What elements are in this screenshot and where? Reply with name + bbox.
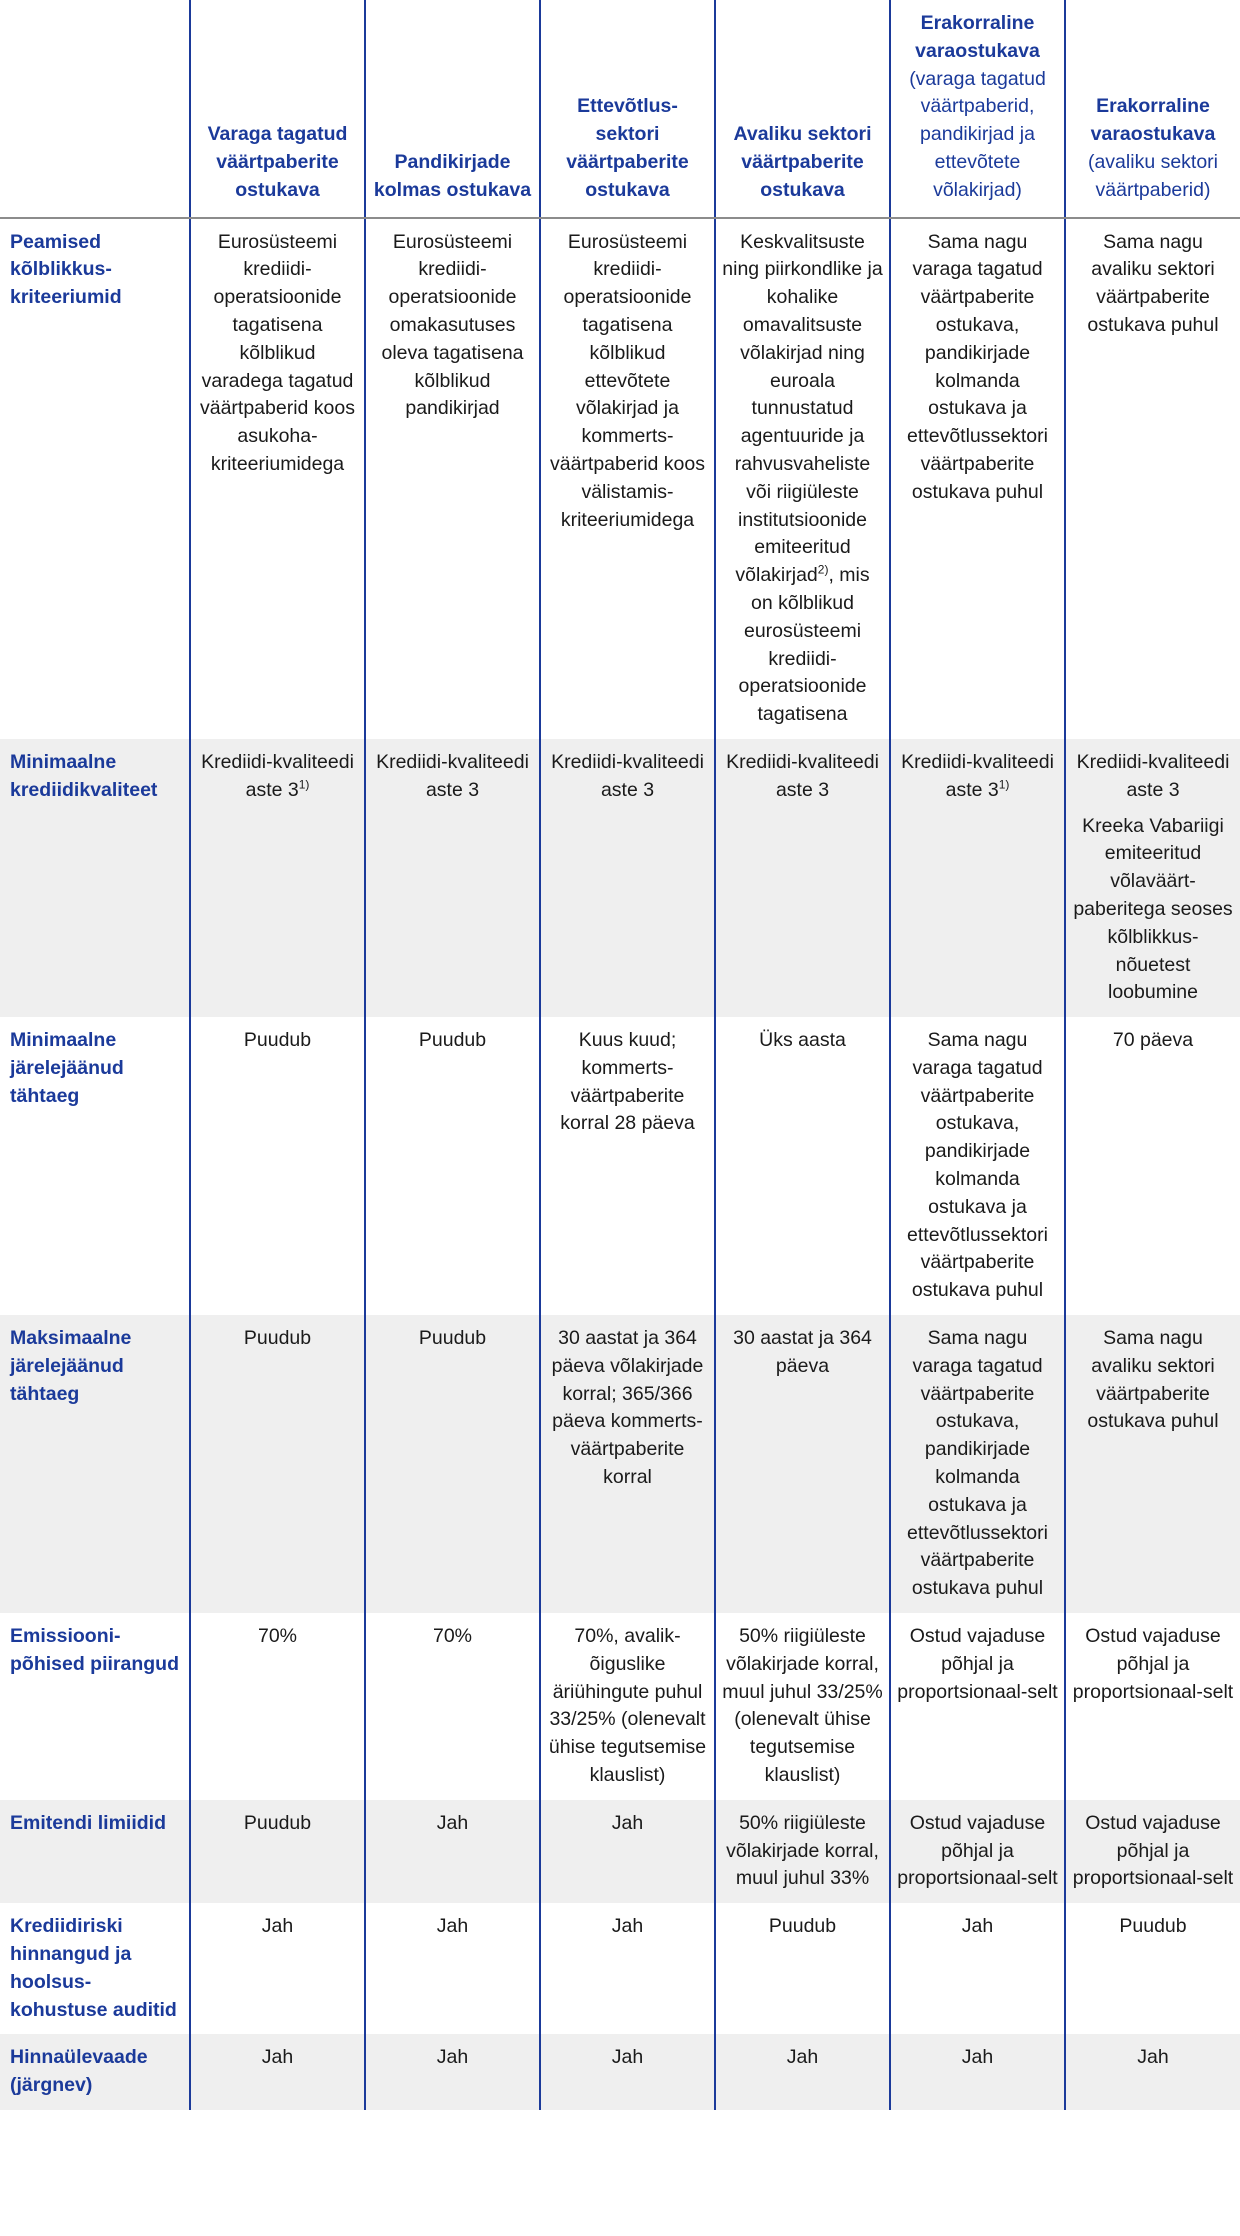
table-cell: Eurosüsteemi krediidi-operatsioonide tagatisena kõlblikud ettevõtete võlakirjad ja kommerts-väärtpaberid koos välistamis-kriteeriumidega: [540, 218, 715, 739]
table-cell: [890, 739, 1065, 1017]
row-label: Emitendi limiidid: [0, 1800, 190, 1903]
column-header-main: Pandikirjade kolmas ostukava: [373, 150, 532, 201]
table-cell: 30 aastat ja 364 päeva: [715, 1315, 890, 1613]
cell-text: Krediidi-kvaliteedi aste 3: [1076, 750, 1230, 801]
table-cell: 50% riigiüleste võlakirjade korral, muul juhul 33%: [715, 1800, 890, 1903]
table-cell: Jah: [365, 1903, 540, 2034]
cell-text: , mis on kõlblikud eurosüsteemi krediidi-operatsioonide tagatisena: [738, 564, 870, 726]
column-header-main: Varaga tagatud väärtpaberite ostukava: [207, 123, 348, 201]
table-cell: Eurosüsteemi krediidi-operatsioonide omakasutuses oleva tagatisena kõlblikud pandikirjad: [365, 218, 540, 739]
table-cell: Sama nagu varaga tagatud väärtpaberite ostukava, pandikirjade kolmanda ostukava ja ettevõtlussektori väärtpaberite ostukava puhul: [890, 1315, 1065, 1613]
table-cell: Jah: [365, 2034, 540, 2110]
table-row: [0, 1315, 1240, 1613]
table-row: [0, 1800, 1240, 1903]
cell-text: Krediidi-kvaliteedi aste 3: [901, 750, 1054, 801]
row-label: Krediidiriski hinnangud ja hoolsus-kohustuse auditid: [10, 1915, 177, 2021]
table-cell: Ostud vajaduse põhjal ja proportsionaal-selt: [890, 1800, 1065, 1903]
table-row: [0, 1613, 1240, 1800]
column-header-main: Erakorraline varaostukava: [1090, 95, 1216, 146]
table-cell: Sama nagu varaga tagatud väärtpaberite ostukava, pandikirjade kolmanda ostukava ja ettevõtlussektori väärtpaberite ostukava puhul: [890, 218, 1065, 739]
table-cell: Ostud vajaduse põhjal ja proportsionaal-selt: [1065, 1613, 1240, 1800]
column-header: [540, 0, 715, 218]
table-cell: Puudub: [715, 1903, 890, 2034]
cell-note: Kreeka Vabariigi emiteeritud võlaväärt-paberitega seoses kõlblikkus-nõuetest loobumine: [1073, 814, 1233, 1004]
table-cell: Sama nagu varaga tagatud väärtpaberite ostukava, pandikirjade kolmanda ostukava ja ettevõtlussektori väärtpaberite ostukava puhul: [890, 1017, 1065, 1315]
table-cell: Puudub: [190, 1017, 365, 1315]
table-cell: Jah: [190, 1903, 365, 2034]
table-cell: Puudub: [365, 1315, 540, 1613]
table-cell: Puudub: [365, 1017, 540, 1315]
table-row: [0, 739, 1240, 1017]
footnote-marker: 1): [998, 777, 1010, 792]
table-row: [0, 218, 1240, 739]
table-cell: 50% riigiüleste võlakirjade korral, muul juhul 33/25% (olenevalt ühise tegutsemise klauslist): [715, 1613, 890, 1800]
corner-cell: [0, 0, 190, 218]
footnote-marker: 1): [298, 777, 310, 792]
table-cell: 30 aastat ja 364 päeva võlakirjade korral; 365/366 päeva kommerts-väärtpaberite korral: [540, 1315, 715, 1613]
row-label: Emissiooni-põhised piirangud: [10, 1625, 179, 1675]
table-cell: [190, 739, 365, 1017]
cell-text: Keskvalitsuste ning piirkondlike ja kohalike omavalitsuste võlakirjad ning euroala tunnustatud agentuuride ja rahvusvaheliste või riigiüleste institutsioonide emiteeritud võlakirjad: [722, 230, 883, 587]
table-header: [0, 0, 1240, 218]
table-cell: Jah: [890, 2034, 1065, 2110]
table-cell: Sama nagu avaliku sektori väärtpaberite ostukava puhul: [1065, 1315, 1240, 1613]
column-header: [1065, 0, 1240, 218]
table-cell: Jah: [365, 1800, 540, 1903]
table-cell: Jah: [190, 2034, 365, 2110]
cell-text: Krediidi-kvaliteedi aste 3: [201, 750, 354, 801]
column-header: [365, 0, 540, 218]
footnote-marker: 2): [817, 562, 829, 577]
table-cell: Krediidi-kvaliteedi aste 3: [540, 739, 715, 1017]
table-cell: Ostud vajaduse põhjal ja proportsionaal-selt: [890, 1613, 1065, 1800]
column-header-sub: (varaga tagatud väärtpaberid, pandikirjad ja ettevõtete võlakirjad): [909, 67, 1046, 201]
column-header-main: Ettevõtlus-sektori väärtpaberite ostukava: [566, 95, 689, 201]
row-label: Minimaalne järelejäänud tähtaeg: [10, 1029, 124, 1107]
row-label: Hinnaülevaade (järgnev): [0, 2034, 190, 2110]
table-cell: Eurosüsteemi krediidi-operatsioonide tagatisena kõlblikud varadega tagatud väärtpaberid koos asukoha-kriteeriumidega: [190, 218, 365, 739]
column-header-main: Erakorraline varaostukava: [915, 12, 1040, 62]
column-header-sub: (avaliku sektori väärtpaberid): [1087, 150, 1219, 201]
header-row: [0, 0, 1240, 218]
row-label: Maksimaalne järelejäänud tähtaeg: [0, 1315, 190, 1613]
table-cell: Jah: [715, 2034, 890, 2110]
table-cell: Kuus kuud; kommerts-väärtpaberite korral 28 päeva: [540, 1017, 715, 1315]
table-cell: Üks aasta: [715, 1017, 890, 1315]
table-cell: Puudub: [1065, 1903, 1240, 2034]
table-cell: 70%, avalik-õiguslike äriühingute puhul 33/25% (olenevalt ühise tegutsemise klauslist): [540, 1613, 715, 1800]
table-row: [0, 2034, 1240, 2110]
row-label: Peamised kõlblikkus-kriteeriumid: [10, 230, 122, 309]
table-cell: [715, 218, 890, 739]
table-cell: Krediidi-kvaliteedi aste 3: [715, 739, 890, 1017]
table-row: [0, 1903, 1240, 2034]
table-cell: Jah: [540, 1800, 715, 1903]
table-cell: Jah: [540, 2034, 715, 2110]
table-cell: Sama nagu avaliku sektori väärtpaberite ostukava puhul: [1065, 218, 1240, 739]
table-cell: [1065, 739, 1240, 1017]
column-header: [715, 0, 890, 218]
column-header: [190, 0, 365, 218]
table-row: [0, 1017, 1240, 1315]
table-cell: Jah: [540, 1903, 715, 2034]
table-cell: 70%: [365, 1613, 540, 1800]
table-cell: 70 päeva: [1065, 1017, 1240, 1315]
table-cell: Jah: [890, 1903, 1065, 2034]
column-header-main: Avaliku sektori väärtpaberite ostukava: [733, 123, 872, 201]
table-cell: Puudub: [190, 1315, 365, 1613]
table-cell: Jah: [1065, 2034, 1240, 2110]
table-cell: 70%: [190, 1613, 365, 1800]
table-cell: Puudub: [190, 1800, 365, 1903]
table-body: [0, 218, 1240, 2110]
row-label: Minimaalne krediidikvaliteet: [0, 739, 190, 1017]
column-header: [890, 0, 1065, 218]
table-cell: Ostud vajaduse põhjal ja proportsionaal-selt: [1065, 1800, 1240, 1903]
table-cell: Krediidi-kvaliteedi aste 3: [365, 739, 540, 1017]
